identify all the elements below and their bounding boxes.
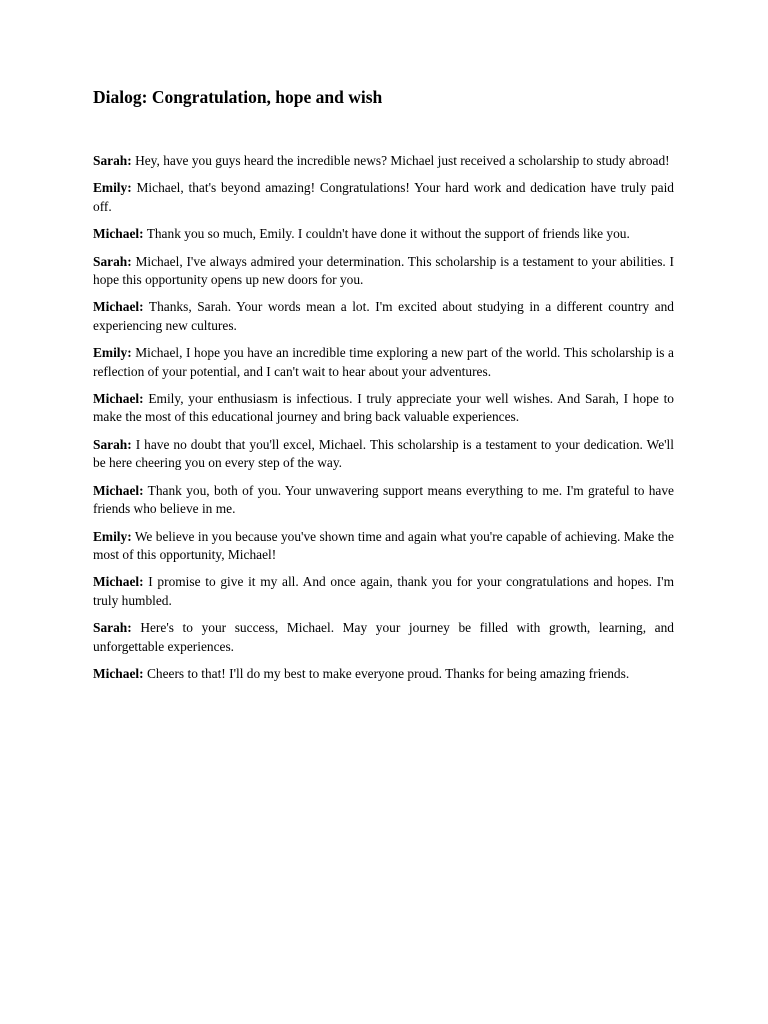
line-text: Thank you, both of you. Your unwavering support means everything to me. I'm grateful to have friends who believe in me. <box>93 482 674 517</box>
dialog-line <box>93 619 674 656</box>
line-text: Michael, I hope you have an incredible time exploring a new part of the world. This scholarship is a reflection of your potential, and I can't wait to hear about your adventures. <box>93 345 674 379</box>
dialog-body <box>93 152 674 683</box>
line-text: Hey, have you guys heard the incredible news? Michael just received a scholarship to study abroad! <box>135 153 670 168</box>
speaker-name: Sarah: <box>93 153 132 168</box>
dialog-line <box>93 573 674 610</box>
dialog-line <box>93 179 674 216</box>
dialog-line <box>93 665 674 683</box>
line-text: Thank you so much, Emily. I couldn't have done it without the support of friends like you. <box>146 226 630 242</box>
speaker-name: Emily: <box>93 345 132 361</box>
speaker-name: Emily: <box>93 528 132 544</box>
speaker-name: Michael: <box>93 226 144 242</box>
speaker-name: Sarah: <box>93 436 132 452</box>
document-page <box>93 86 674 692</box>
dialog-line <box>93 436 674 473</box>
speaker-name: Emily: <box>93 180 132 196</box>
dialog-line <box>93 298 674 335</box>
speaker-name: Michael: <box>93 391 144 407</box>
line-text: I have no doubt that you'll excel, Michael. This scholarship is a testament to your dedication. We'll be here cheering you on every step of the way. <box>93 436 674 471</box>
dialog-line <box>93 390 674 427</box>
dialog-line <box>93 152 674 170</box>
dialog-line <box>93 482 674 519</box>
line-text: Cheers to that! I'll do my best to make everyone proud. Thanks for being amazing friends. <box>146 665 630 681</box>
dialog-line <box>93 528 674 565</box>
dialog-line <box>93 225 674 243</box>
speaker-name: Sarah: <box>93 253 132 269</box>
speaker-name: Michael: <box>93 299 144 315</box>
line-text: Michael, that's beyond amazing! Congratulations! Your hard work and dedication have truly paid off. <box>93 180 674 214</box>
document-title: Dialog: Congratulation, hope and wish <box>93 87 383 107</box>
line-text: Here's to your success, Michael. May your journey be filled with growth, learning, and unforgettable experiences. <box>93 620 674 654</box>
speaker-name: Michael: <box>93 482 144 498</box>
speaker-name: Michael: <box>93 665 144 681</box>
line-text: I promise to give it my all. And once again, thank you for your congratulations and hopes. I'm truly humbled. <box>93 574 674 608</box>
dialog-line <box>93 253 674 290</box>
line-text: Thanks, Sarah. Your words mean a lot. I'm excited about studying in a different country and experiencing new cultures. <box>93 299 675 333</box>
dialog-line <box>93 344 674 381</box>
speaker-name: Sarah: <box>93 620 132 636</box>
line-text: Michael, I've always admired your determination. This scholarship is a testament to your abilities. I hope this opportunity opens up new doors for you. <box>93 253 674 288</box>
speaker-name: Michael: <box>93 574 144 590</box>
line-text: We believe in you because you've shown time and again what you're capable of achieving. Make the most of this opportunity, Michael! <box>93 528 674 562</box>
line-text: Emily, your enthusiasm is infectious. I truly appreciate your well wishes. And Sarah, I hope to make the most of this educational journey and bring back valuable experiences. <box>93 391 674 425</box>
